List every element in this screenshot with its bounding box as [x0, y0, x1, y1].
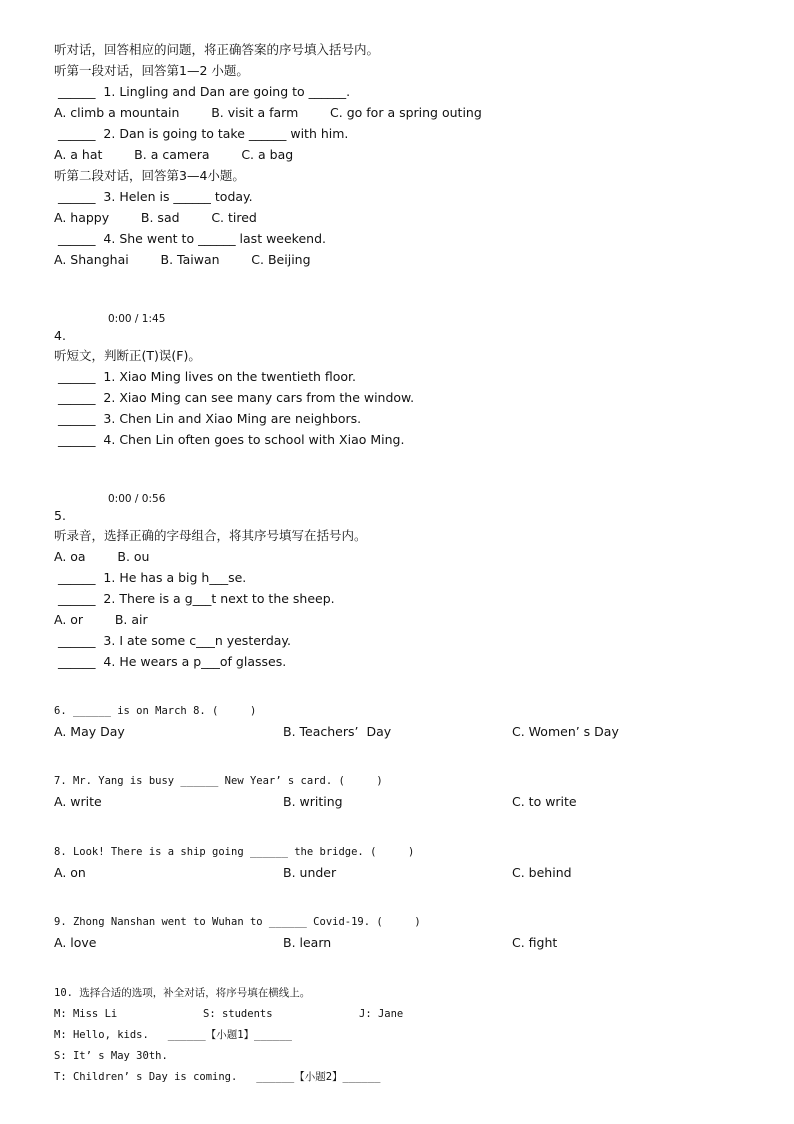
mc-option-a: A. May Day [54, 724, 125, 739]
question-line: ______ 3. Chen Lin and Xiao Ming are neighbors. [54, 411, 362, 426]
mc-option-c: C. fight [512, 935, 558, 950]
question-line: ______ 1. Lingling and Dan are going to ______. [54, 84, 351, 99]
mc-option-b: B. learn [283, 935, 332, 950]
section5-instruction: 听录音，选择正确的字母组合，将其序号填写在括号内。 [54, 528, 367, 543]
mc-question: 8. Look! There is a ship going ______ the bridge. ( ) [54, 846, 415, 858]
role-s: S: students [203, 1008, 273, 1020]
section3-part2: 听第二段对话，回答第3—4小题。 [54, 168, 245, 183]
mc-question: 6. ______ is on March 8. ( ) [54, 705, 257, 717]
role-j: J: Jane [359, 1008, 404, 1020]
section-number: 5. [54, 508, 66, 523]
role-m: M: Miss Li [54, 1008, 118, 1020]
options-line: A. or B. air [54, 612, 148, 627]
question-line: ______ 3. Helen is ______ today. [54, 189, 253, 204]
dialogue-line: S: It’ s May 30th. [54, 1050, 168, 1062]
question-line: ______ 2. There is a g___t next to the sheep. [54, 591, 335, 606]
question-line: ______ 2. Dan is going to take ______ with him. [54, 126, 349, 141]
mc-option-b: B. Teachers’ Day [283, 724, 392, 739]
question-line: ______ 4. He wears a p___of glasses. [54, 654, 287, 669]
question-line: ______ 2. Xiao Ming can see many cars from the window. [54, 390, 415, 405]
question-line: ______ 3. I ate some c___n yesterday. [54, 633, 292, 648]
options-line: A. oa B. ou [54, 549, 150, 564]
options-line: A. happy B. sad C. tired [54, 210, 257, 225]
question-line: ______ 1. He has a big h___se. [54, 570, 247, 585]
options-line: A. climb a mountain B. visit a farm C. go for a spring outing [54, 105, 482, 120]
mc-option-c: C. Women’ s Day [512, 724, 619, 739]
mc-option-c: C. behind [512, 865, 572, 880]
section3-instruction: 听对话，回答相应的问题，将正确答案的序号填入括号内。 [54, 42, 380, 57]
options-line: A. Shanghai B. Taiwan C. Beijing [54, 252, 311, 267]
dialogue-line: M: Hello, kids. ______【小题1】______ [54, 1029, 292, 1041]
mc-option-c: C. to write [512, 794, 577, 809]
question-line: ______ 4. She went to ______ last weekend. [54, 231, 326, 246]
section3-part1: 听第一段对话，回答第1—2 小题。 [54, 63, 249, 78]
mc-question: 7. Mr. Yang is busy ______ New Year’ s card. ( ) [54, 775, 383, 787]
section-number: 4. [54, 328, 66, 343]
audio-timer[interactable]: 0:00 / 0:56 [108, 493, 166, 505]
options-line: A. a hat B. a camera C. a bag [54, 147, 294, 162]
mc-option-a: A. write [54, 794, 102, 809]
question-line: ______ 4. Chen Lin often goes to school with Xiao Ming. [54, 432, 405, 447]
mc-option-b: B. writing [283, 794, 343, 809]
mc-option-a: A. on [54, 865, 86, 880]
section10-instruction: 10. 选择合适的选项，补全对话，将序号填在横线上。 [54, 987, 311, 999]
dialogue-line: T: Children’ s Day is coming. ______【小题2】______ [54, 1071, 381, 1083]
mc-option-a: A. love [54, 935, 97, 950]
audio-timer[interactable]: 0:00 / 1:45 [108, 313, 166, 325]
section4-instruction: 听短文，判断正(T)误(F)。 [54, 348, 201, 363]
mc-question: 9. Zhong Nanshan went to Wuhan to ______ Covid-19. ( ) [54, 916, 421, 928]
question-line: ______ 1. Xiao Ming lives on the twentieth floor. [54, 369, 357, 384]
mc-option-b: B. under [283, 865, 337, 880]
